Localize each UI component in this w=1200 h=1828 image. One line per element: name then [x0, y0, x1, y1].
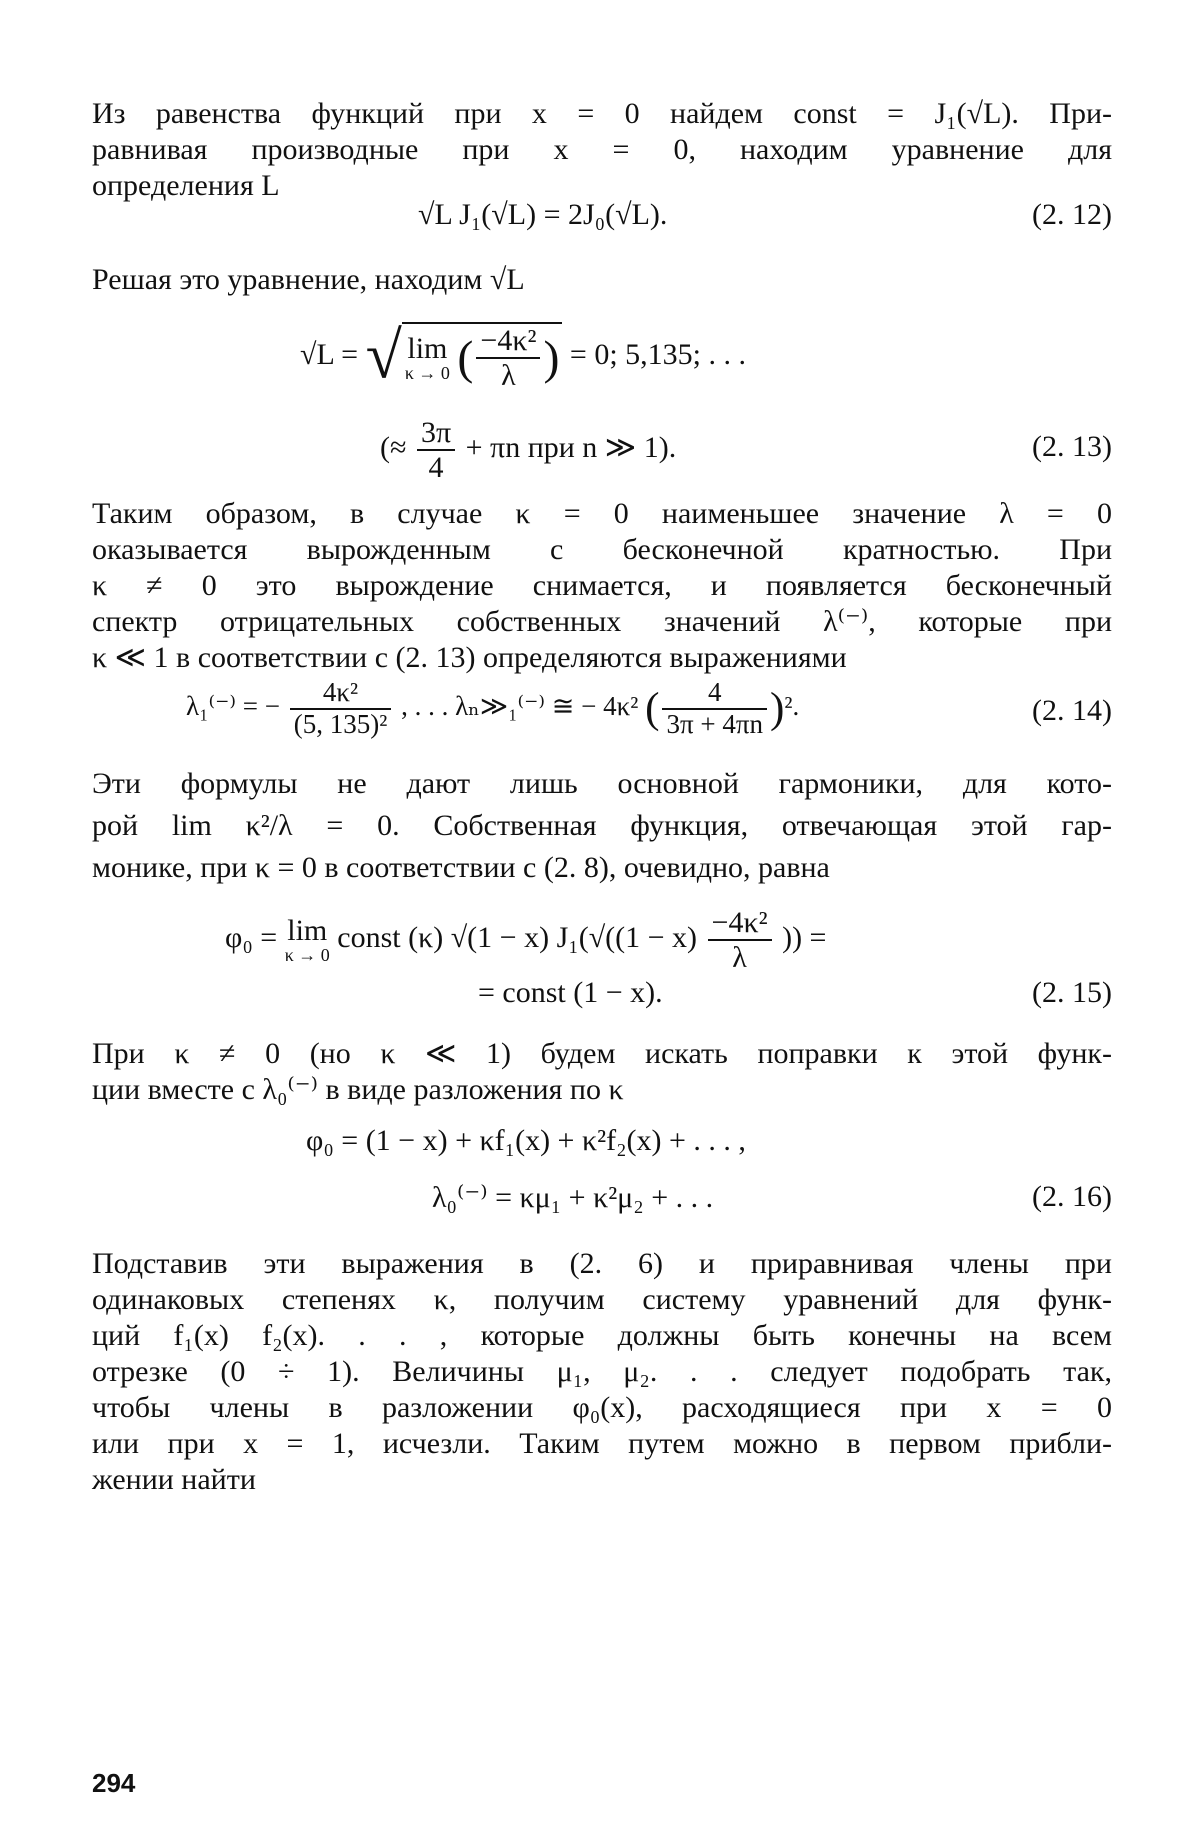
text-line: Эти формулы не дают лишь основной гармоники, для кото- [92, 767, 1112, 800]
text-line: монике, при κ = 0 в соответствии с (2. 8), очевидно, равна [92, 851, 830, 884]
paragraph-5 [92, 1036, 1112, 1108]
equation-2-15-line-2: = const (1 − x). [478, 976, 663, 1009]
text-line: равнивая производные при x = 0, находим уравнение для [92, 133, 1112, 166]
equation-number: (2. 12) [1032, 198, 1112, 231]
fraction: $\frac{3\pi}{4}$ [417, 416, 455, 484]
text-line: ции вместе с λ₀⁽⁻⁾ в виде разложения по κ [92, 1073, 624, 1106]
equation-number: (2. 15) [1032, 976, 1112, 1009]
equation-body: √L J₁(√L) = 2J₀(√L). [418, 198, 668, 231]
radicand: lim κ → 0 ( $\frac{\text{−4κ²}}{\lambda}$ ) [402, 322, 563, 392]
limit-operator: lim κ → 0 [404, 332, 450, 383]
paragraph-1 [92, 96, 1112, 204]
equation-number: (2. 14) [1032, 694, 1112, 727]
text-line: κ ≠ 0 это вырождение снимается, и появляется бесконечный [92, 569, 1112, 602]
text-line: κ ≪ 1 в соответствии с (2. 13) определяются выражениями [92, 641, 847, 674]
equation-number: (2. 13) [1032, 430, 1112, 463]
fraction: $\frac{\text{−4κ²}}{\lambda}$ [476, 324, 540, 392]
equation-2-16-line-2: λ₀⁽⁻⁾ = κμ₁ + κ²μ₂ + . . . [432, 1181, 714, 1214]
text-line: Решая это уравнение, находим √L [92, 263, 525, 296]
text-line: оказывается вырожденным с бесконечной кратностью. При [92, 533, 1112, 566]
text-line: определения L [92, 169, 280, 202]
equation-rhs: = 0; 5,135; . . . [569, 337, 747, 371]
text-line: отрезке (0 ÷ 1). Величины μ₁, μ₂. . . следует подобрать так, [92, 1355, 1112, 1388]
limit-operator: lim κ → 0 [284, 914, 330, 965]
fraction: $\frac{\text{−4κ²}}{\lambda}$ [708, 906, 772, 974]
text-line: Из равенства функций при x = 0 найдем const = J₁(√L). При- [92, 97, 1112, 130]
text-line: Подставив эти выражения в (2. 6) и приравнивая члены при [92, 1247, 1112, 1280]
equation-2-14: λ₁⁽⁻⁾ = − $\frac{\text{4κ²}}{\text{(5, 135)²}}$ , . . . λₙ≫₁⁽⁻⁾ ≅ − 4κ² ( $\frac{4}{3\pi + 4\pi n}$ )². [186, 677, 800, 739]
text-line: Таким образом, в случае κ = 0 наименьшее значение λ = 0 [92, 497, 1112, 530]
equation-2-13-line-2: (≈ $\frac{3\pi}{4}$ + πn при n ≫ 1). [380, 416, 677, 484]
paragraph-4 [92, 766, 1112, 886]
page-number: 294 [92, 1768, 136, 1798]
text-line: спектр отрицательных собственных значений λ⁽⁻⁾, которые при [92, 605, 1112, 638]
equation-lhs: √L = [300, 337, 359, 371]
fraction: $\frac{\text{4κ²}}{\text{(5, 135)²}}$ [290, 678, 392, 739]
equation-2-15-line-1: φ₀ = lim κ → 0 const (κ) √(1 − x) J₁(√((1 − x) $\frac{\text{−4κ²}}{\lambda}$ )) = [225, 906, 827, 974]
equation-2-13-line-1 [300, 319, 747, 393]
text-line: При κ ≠ 0 (но κ ≪ 1) будем искать поправки к этой функ- [92, 1037, 1112, 1070]
text-line: одинаковых степенях κ, получим систему уравнений для функ- [92, 1283, 1112, 1316]
paragraph-6 [92, 1246, 1112, 1498]
radical-sign: √ [365, 319, 402, 393]
text-line: или при x = 1, исчезли. Таким путем можно в первом прибли- [92, 1427, 1112, 1460]
fraction: $\frac{4}{3\pi + 4\pi n}$ [662, 678, 767, 739]
equation-number: (2. 16) [1032, 1180, 1112, 1213]
text-line: рой lim κ²/λ = 0. Собственная функция, отвечающая этой гар- [92, 809, 1112, 842]
equation-2-12 [418, 198, 667, 232]
text-line: ций f₁(x) f₂(x). . . , которые должны быть конечны на всем [92, 1319, 1112, 1352]
text-line: жении найти [92, 1463, 256, 1496]
text-line: чтобы члены в разложении φ₀(x), расходящиеся при x = 0 [92, 1391, 1112, 1424]
equation-2-16-line-1: φ₀ = (1 − x) + κf₁(x) + κ²f₂(x) + . . . , [306, 1124, 746, 1157]
paragraph-2 [92, 262, 1112, 298]
paragraph-3 [92, 496, 1112, 676]
